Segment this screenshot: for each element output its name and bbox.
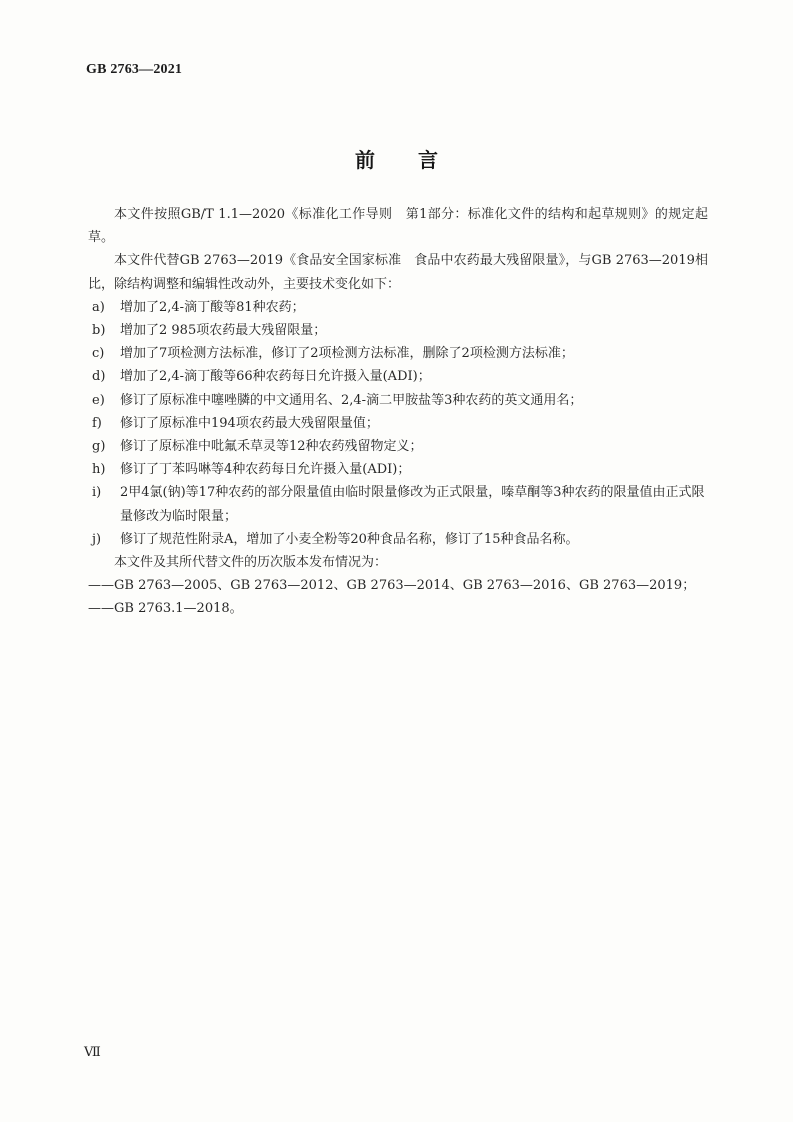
list-marker: j) [92, 531, 102, 547]
document-body [88, 203, 708, 621]
list-marker: e) [92, 392, 105, 408]
list-marker: b) [92, 323, 106, 339]
list-item [88, 365, 708, 388]
list-text: 增加了2,4-滴丁酸等81种农药； [120, 299, 305, 315]
paragraph-replacement: 本文件代替GB 2763—2019《食品安全国家标准 食品中农药最大残留限量》，与GB 2763—2019相比，除结构调整和编辑性改动外，主要技术变化如下： [88, 253, 708, 292]
page-number: Ⅶ [84, 1044, 101, 1059]
list-item [88, 528, 708, 551]
list-text: 修订了原标准中194项农药最大残留限量值； [120, 415, 379, 431]
list-marker: a) [92, 299, 105, 315]
standard-code: GB 2763—2021 [86, 62, 183, 77]
list-marker: d) [92, 369, 106, 385]
list-text: 修订了规范性附录A，增加了小麦全粉等20种食品名称，修订了15种食品名称。 [120, 531, 579, 547]
list-text: 修订了原标准中吡氟禾草灵等12种农药残留物定义； [120, 439, 423, 455]
paragraph-history-intro: 本文件及其所代替文件的历次版本发布情况为： [114, 555, 388, 571]
list-marker: i) [92, 485, 102, 501]
list-item [88, 412, 708, 435]
list-text: 增加了2 985项农药最大残留限量； [120, 323, 327, 339]
list-item [88, 296, 708, 319]
list-item [88, 481, 708, 527]
list-marker: g) [92, 439, 106, 455]
list-marker: h) [92, 462, 106, 478]
list-item [88, 458, 708, 481]
list-text: 2甲4氯(钠)等17种农药的部分限量值由临时限量修改为正式限量，嗪草酮等3种农药的限量值由正式限量修改为临时限量； [120, 485, 705, 524]
changes-list [88, 296, 708, 551]
list-text: 修订了丁苯吗啉等4种农药每日允许摄入量(ADI)； [120, 462, 411, 478]
paragraph-drafting-rule: 本文件按照GB/T 1.1—2020《标准化工作导则 第1部分：标准化文件的结构和起草规则》的规定起草。 [88, 207, 708, 246]
list-item [88, 319, 708, 342]
list-text: 增加了2,4-滴丁酸等66种农药每日允许摄入量(ADI)； [120, 369, 431, 385]
history-item: ——GB 2763—2005、GB 2763—2012、GB 2763—2014、GB 2763—2016、GB 2763—2019； [88, 578, 696, 594]
list-text: 增加了7项检测方法标准，修订了2项检测方法标准，删除了2项检测方法标准； [120, 346, 574, 362]
list-text: 修订了原标准中噻唑膦的中文通用名、2,4-滴二甲胺盐等3种农药的英文通用名； [120, 392, 583, 408]
list-item [88, 389, 708, 412]
list-item [88, 342, 708, 365]
list-marker: c) [92, 346, 105, 362]
history-item: ——GB 2763.1—2018。 [88, 601, 243, 617]
list-marker: f) [92, 415, 102, 431]
section-title: 前 言 [355, 148, 456, 172]
list-item [88, 435, 708, 458]
